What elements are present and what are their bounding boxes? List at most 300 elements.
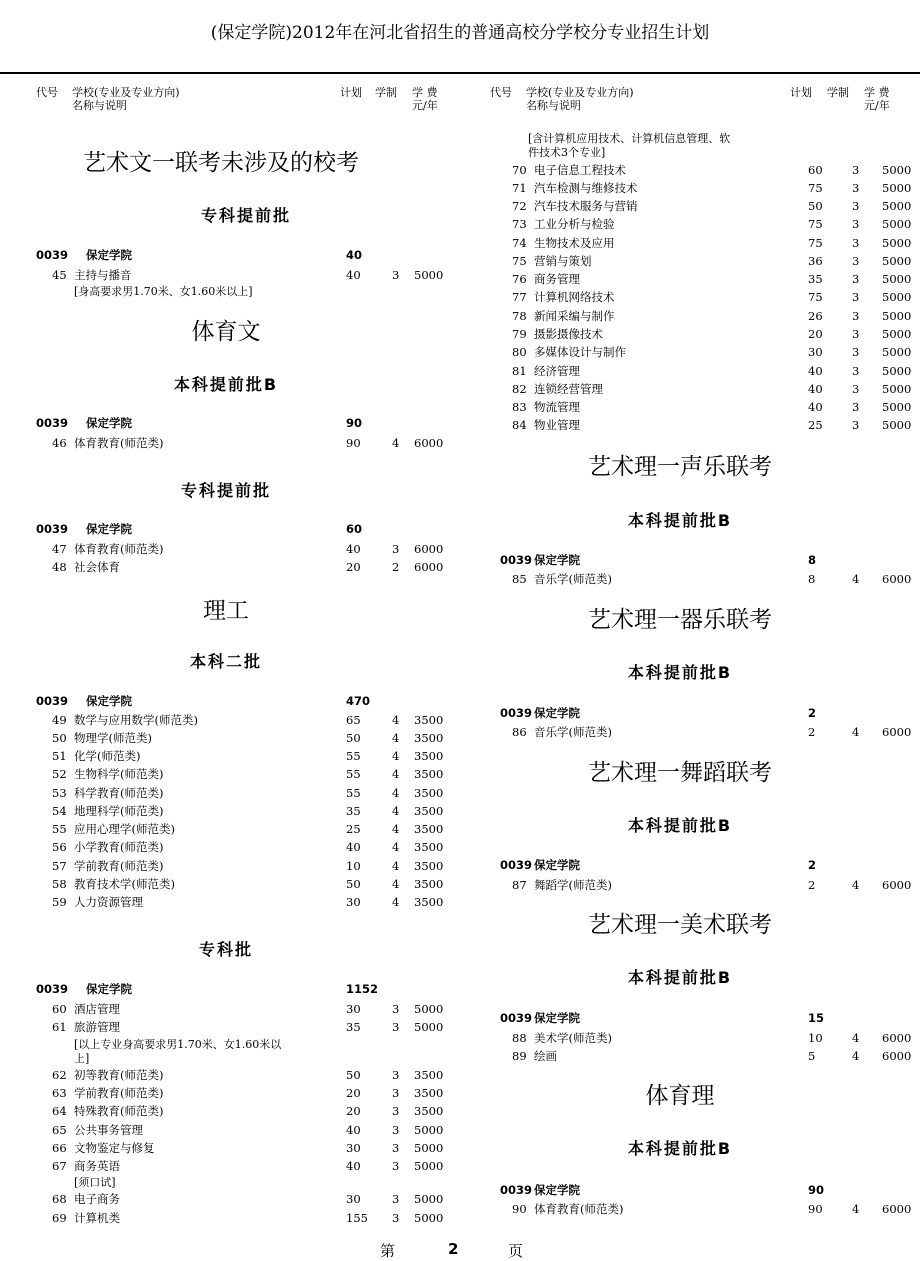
cell: 65 [346, 713, 361, 727]
table-row [36, 1121, 456, 1139]
cell: 物业管理 [534, 418, 580, 432]
cell: 53 [52, 786, 67, 800]
cell: 化学(师范类) [74, 749, 141, 763]
cell: 酒店管理 [74, 1002, 120, 1016]
cell: 3 [392, 1020, 400, 1034]
table-row [490, 215, 915, 233]
cell: 汽车技术服务与营销 [534, 199, 638, 213]
cell: 2 [392, 560, 400, 574]
cell: 保定学院 [534, 553, 580, 567]
cell: 3500 [414, 804, 444, 818]
table-row [36, 266, 456, 284]
cell: 5000 [414, 1211, 444, 1225]
cell: 5000 [882, 345, 912, 359]
school-row [36, 414, 456, 432]
cell: 60 [808, 163, 823, 177]
table-row [490, 1047, 915, 1065]
table-row [36, 540, 456, 558]
cell: 2 [808, 858, 817, 872]
cell: 65 [52, 1123, 67, 1137]
cell: 62 [52, 1068, 67, 1082]
cell: 3 [852, 345, 860, 359]
table-row [490, 288, 915, 306]
cell: 5000 [882, 400, 912, 414]
section-heading: 艺术理一美术联考 [588, 912, 772, 938]
cell: 15 [808, 1011, 825, 1025]
cell: 90 [346, 436, 361, 450]
header-fee: 学 费 [412, 86, 438, 99]
cell: 5000 [882, 272, 912, 286]
table-row [36, 838, 456, 856]
cell: 4 [852, 725, 860, 739]
cell: 50 [52, 731, 67, 745]
cell: 商务管理 [534, 272, 580, 286]
cell: 59 [52, 895, 67, 909]
cell: 3500 [414, 767, 444, 781]
table-row [490, 362, 915, 380]
row-note: 件技术3个专业] [528, 146, 606, 159]
school-row [36, 246, 456, 264]
row-note: [含计算机应用技术、计算机信息管理、软 [528, 132, 731, 145]
cell: 55 [346, 786, 361, 800]
cell: 3 [392, 1068, 400, 1082]
cell: 49 [52, 713, 67, 727]
section-heading: 体育理 [645, 1083, 715, 1109]
cell: 3500 [414, 1068, 444, 1082]
cell: 3 [852, 418, 860, 432]
table-row [36, 875, 456, 893]
school-row [490, 1181, 915, 1199]
cell: 保定学院 [86, 694, 132, 708]
table-row [490, 343, 915, 361]
cell: 5000 [882, 254, 912, 268]
cell: 74 [512, 236, 527, 250]
cell: 3 [852, 236, 860, 250]
cell: 75 [808, 290, 823, 304]
cell: 学前教育(师范类) [74, 1086, 164, 1100]
cell: 3 [852, 272, 860, 286]
cell: 绘画 [534, 1049, 557, 1063]
cell: 5000 [882, 364, 912, 378]
header-code: 代号 [490, 86, 512, 99]
cell: 工业分析与检验 [534, 217, 615, 231]
cell: 科学教育(师范类) [74, 786, 164, 800]
batch-heading: 专科提前批 [180, 481, 271, 500]
cell: 3 [852, 364, 860, 378]
batch-heading: 本科提前批B [627, 1139, 733, 1158]
cell: 55 [346, 767, 361, 781]
cell: 5000 [882, 382, 912, 396]
cell: 4 [392, 895, 400, 909]
cell: 51 [52, 749, 67, 763]
school-row [36, 980, 456, 998]
cell: 0039 [500, 858, 533, 872]
cell: 30 [346, 1002, 361, 1016]
table-row [36, 1157, 456, 1175]
cell: 75 [512, 254, 527, 268]
cell: 电子信息工程技术 [534, 163, 626, 177]
cell: 8 [808, 553, 817, 567]
cell: 5000 [414, 268, 444, 282]
cell: 3 [852, 181, 860, 195]
section-heading: 体育文 [191, 319, 261, 345]
cell: 40 [808, 364, 823, 378]
cell: 55 [346, 749, 361, 763]
cell: 40 [808, 382, 823, 396]
cell: 新闻采编与制作 [534, 309, 615, 323]
cell: 5000 [882, 290, 912, 304]
page-number: 2 [448, 1240, 459, 1258]
table-row [36, 1139, 456, 1157]
cell: 3 [392, 1123, 400, 1137]
cell: 0039 [500, 1183, 533, 1197]
table-row [490, 1029, 915, 1047]
cell: 3500 [414, 1104, 444, 1118]
batch-heading: 专科批 [198, 940, 253, 959]
cell: 90 [346, 416, 363, 430]
cell: 特殊教育(师范类) [74, 1104, 164, 1118]
cell: 50 [346, 877, 361, 891]
cell: 75 [808, 236, 823, 250]
table-row [36, 857, 456, 875]
cell: 5000 [414, 1020, 444, 1034]
cell: 音乐学(师范类) [534, 572, 612, 586]
table-row [36, 747, 456, 765]
cell: 30 [346, 1141, 361, 1155]
cell: 3 [392, 1211, 400, 1225]
cell: 77 [512, 290, 527, 304]
cell: 3 [392, 542, 400, 556]
cell: 36 [808, 254, 823, 268]
table-row [36, 558, 456, 576]
table-row [36, 1084, 456, 1102]
cell: 3 [392, 1086, 400, 1100]
cell: 汽车检测与维修技术 [534, 181, 638, 195]
table-row [36, 711, 456, 729]
table-row [490, 416, 915, 434]
cell: 3500 [414, 822, 444, 836]
table-row [36, 1000, 456, 1018]
cell: 4 [852, 1202, 860, 1216]
section-heading: 理工 [203, 598, 249, 624]
table-row [490, 307, 915, 325]
cell: 3 [392, 1192, 400, 1206]
table-row [36, 820, 456, 838]
cell: 4 [392, 713, 400, 727]
cell: 0039 [36, 694, 69, 708]
table-row [36, 893, 456, 911]
cell: 40 [346, 268, 361, 282]
cell: 61 [52, 1020, 67, 1034]
cell: 8 [808, 572, 816, 586]
cell: 3 [392, 1159, 400, 1173]
cell: 4 [392, 436, 400, 450]
cell: 保定学院 [534, 1011, 580, 1025]
cell: 40 [346, 1159, 361, 1173]
cell: 470 [346, 694, 371, 708]
cell: 4 [392, 859, 400, 873]
cell: 57 [52, 859, 67, 873]
cell: 90 [808, 1183, 825, 1197]
table-row [36, 1102, 456, 1120]
cell: 5000 [882, 309, 912, 323]
cell: 主持与播音 [74, 268, 132, 282]
table-row [36, 1209, 456, 1227]
table-row [490, 876, 915, 894]
section-heading: 艺术理一舞蹈联考 [588, 760, 772, 786]
cell: 3500 [414, 859, 444, 873]
cell: 40 [346, 542, 361, 556]
cell: 数学与应用数学(师范类) [74, 713, 198, 727]
cell: 5000 [882, 217, 912, 231]
cell: 6000 [414, 436, 444, 450]
cell: 4 [852, 1049, 860, 1063]
table-row [36, 1190, 456, 1208]
cell: 4 [392, 731, 400, 745]
cell: 83 [512, 400, 527, 414]
cell: 3 [852, 163, 860, 177]
cell: 多媒体设计与制作 [534, 345, 626, 359]
batch-heading: 本科提前批B [627, 816, 733, 835]
row-note: [以上专业身高要求男1.70米、女1.60米以 [74, 1038, 282, 1051]
table-row [490, 270, 915, 288]
cell: 3 [392, 1141, 400, 1155]
header-years: 学制 [827, 86, 849, 99]
cell: 79 [512, 327, 527, 341]
cell: 4 [852, 572, 860, 586]
cell: 35 [346, 1020, 361, 1034]
cell: 3500 [414, 1086, 444, 1100]
cell: 体育教育(师范类) [534, 1202, 624, 1216]
cell: 52 [52, 767, 67, 781]
cell: 5 [808, 1049, 816, 1063]
cell: 40 [346, 1123, 361, 1137]
school-row [490, 856, 915, 874]
cell: 4 [392, 804, 400, 818]
cell: 6000 [882, 1049, 912, 1063]
section-heading: 艺术理一声乐联考 [588, 454, 772, 480]
cell: 3500 [414, 731, 444, 745]
cell: 3 [852, 309, 860, 323]
cell: 学前教育(师范类) [74, 859, 164, 873]
cell: 物理学(师范类) [74, 731, 152, 745]
page-title: (保定学院)2012年在河北省招生的普通高校分学校分专业招生计划 [210, 23, 710, 43]
section-heading: 艺术文一联考未涉及的校考 [83, 150, 359, 176]
cell: 35 [346, 804, 361, 818]
title-rule [0, 72, 920, 74]
cell: 3 [392, 1104, 400, 1118]
school-row [490, 1009, 915, 1027]
cell: 66 [52, 1141, 67, 1155]
cell: 3500 [414, 713, 444, 727]
cell: 4 [392, 840, 400, 854]
table-row [490, 252, 915, 270]
row-note: 上] [74, 1052, 90, 1065]
header-fee-unit: 元/年 [412, 99, 438, 112]
cell: 4 [852, 1031, 860, 1045]
header-fee-unit: 元/年 [864, 99, 890, 112]
cell: 6000 [882, 878, 912, 892]
cell: 经济管理 [534, 364, 580, 378]
cell: 5000 [882, 327, 912, 341]
cell: 75 [808, 181, 823, 195]
cell: 2 [808, 878, 816, 892]
batch-heading: 本科提前批B [627, 511, 733, 530]
cell: 69 [52, 1211, 67, 1225]
cell: 88 [512, 1031, 527, 1045]
batch-heading: 本科提前批B [627, 968, 733, 987]
cell: 6000 [882, 1202, 912, 1216]
table-row [36, 1018, 456, 1036]
cell: 公共事务管理 [74, 1123, 143, 1137]
cell: 30 [346, 895, 361, 909]
cell: 社会体育 [74, 560, 120, 574]
cell: 73 [512, 217, 527, 231]
cell: 89 [512, 1049, 527, 1063]
cell: 50 [808, 199, 823, 213]
cell: 5000 [414, 1002, 444, 1016]
cell: 0039 [500, 553, 533, 567]
cell: 68 [52, 1192, 67, 1206]
cell: 54 [52, 804, 67, 818]
table-row [490, 197, 915, 215]
cell: 20 [346, 1086, 361, 1100]
school-row [490, 704, 915, 722]
cell: 3500 [414, 786, 444, 800]
cell: 64 [52, 1104, 67, 1118]
header-school: 学校(专业及专业方向) [72, 86, 180, 99]
cell: 70 [512, 163, 527, 177]
cell: 5000 [414, 1123, 444, 1137]
cell: 40 [346, 840, 361, 854]
table-row [36, 765, 456, 783]
cell: 4 [392, 749, 400, 763]
cell: 3500 [414, 877, 444, 891]
header-fee: 学 费 [864, 86, 890, 99]
cell: 生物技术及应用 [534, 236, 615, 250]
cell: 体育教育(师范类) [74, 542, 164, 556]
cell: 4 [392, 786, 400, 800]
cell: 生物科学(师范类) [74, 767, 164, 781]
cell: 2 [808, 725, 816, 739]
section-heading: 艺术理一器乐联考 [588, 607, 772, 633]
cell: 小学教育(师范类) [74, 840, 164, 854]
table-row [490, 161, 915, 179]
cell: 5000 [882, 163, 912, 177]
cell: 90 [808, 1202, 823, 1216]
cell: 6000 [414, 560, 444, 574]
table-row [36, 729, 456, 747]
cell: 3 [852, 400, 860, 414]
cell: 教育技术学(师范类) [74, 877, 175, 891]
cell: 3 [852, 254, 860, 268]
cell: 摄影摄像技术 [534, 327, 603, 341]
cell: 71 [512, 181, 527, 195]
cell: 0039 [500, 1011, 533, 1025]
cell: 4 [392, 822, 400, 836]
cell: 3 [852, 327, 860, 341]
cell: 0039 [36, 248, 69, 262]
cell: 计算机类 [74, 1211, 120, 1225]
cell: 3500 [414, 749, 444, 763]
cell: 5000 [882, 181, 912, 195]
table-row [490, 398, 915, 416]
cell: 计算机网络技术 [534, 290, 615, 304]
cell: 物流管理 [534, 400, 580, 414]
cell: 连锁经营管理 [534, 382, 603, 396]
cell: 90 [512, 1202, 527, 1216]
cell: 48 [52, 560, 67, 574]
cell: 20 [346, 560, 361, 574]
cell: 体育教育(师范类) [74, 436, 164, 450]
cell: 5000 [882, 199, 912, 213]
cell: 72 [512, 199, 527, 213]
header-code: 代号 [36, 86, 58, 99]
cell: 5000 [414, 1192, 444, 1206]
cell: 63 [52, 1086, 67, 1100]
cell: 10 [346, 859, 361, 873]
cell: 78 [512, 309, 527, 323]
cell: 4 [392, 767, 400, 781]
cell: 50 [346, 1068, 361, 1082]
cell: 6000 [882, 1031, 912, 1045]
row-note: [须口试] [74, 1176, 116, 1189]
cell: 2 [808, 706, 817, 720]
cell: 60 [346, 522, 363, 536]
cell: 81 [512, 364, 527, 378]
header-plan: 计划 [340, 86, 362, 99]
cell: 保定学院 [534, 706, 580, 720]
cell: 10 [808, 1031, 823, 1045]
cell: 3500 [414, 840, 444, 854]
header-school-sub: 名称与说明 [526, 99, 581, 112]
table-row [36, 434, 456, 452]
table-row [36, 1066, 456, 1084]
cell: 5000 [414, 1141, 444, 1155]
cell: 旅游管理 [74, 1020, 120, 1034]
cell: 0039 [36, 522, 69, 536]
cell: 0039 [36, 416, 69, 430]
table-row [490, 723, 915, 741]
cell: 85 [512, 572, 527, 586]
cell: 155 [346, 1211, 368, 1225]
cell: 50 [346, 731, 361, 745]
cell: 1152 [346, 982, 379, 996]
header-plan: 计划 [790, 86, 812, 99]
school-row [36, 520, 456, 538]
cell: 82 [512, 382, 527, 396]
batch-heading: 本科提前批B [627, 663, 733, 682]
table-row [490, 380, 915, 398]
cell: 3 [852, 290, 860, 304]
cell: 45 [52, 268, 67, 282]
cell: 0039 [500, 706, 533, 720]
cell: 87 [512, 878, 527, 892]
cell: 75 [808, 217, 823, 231]
cell: 55 [52, 822, 67, 836]
cell: 文物鉴定与修复 [74, 1141, 155, 1155]
cell: 保定学院 [534, 858, 580, 872]
cell: 3 [852, 382, 860, 396]
cell: 4 [852, 878, 860, 892]
table-row [36, 802, 456, 820]
cell: 3 [392, 1002, 400, 1016]
cell: 46 [52, 436, 67, 450]
header-school-sub: 名称与说明 [72, 99, 127, 112]
cell: 音乐学(师范类) [534, 725, 612, 739]
table-row [490, 570, 915, 588]
cell: 56 [52, 840, 67, 854]
